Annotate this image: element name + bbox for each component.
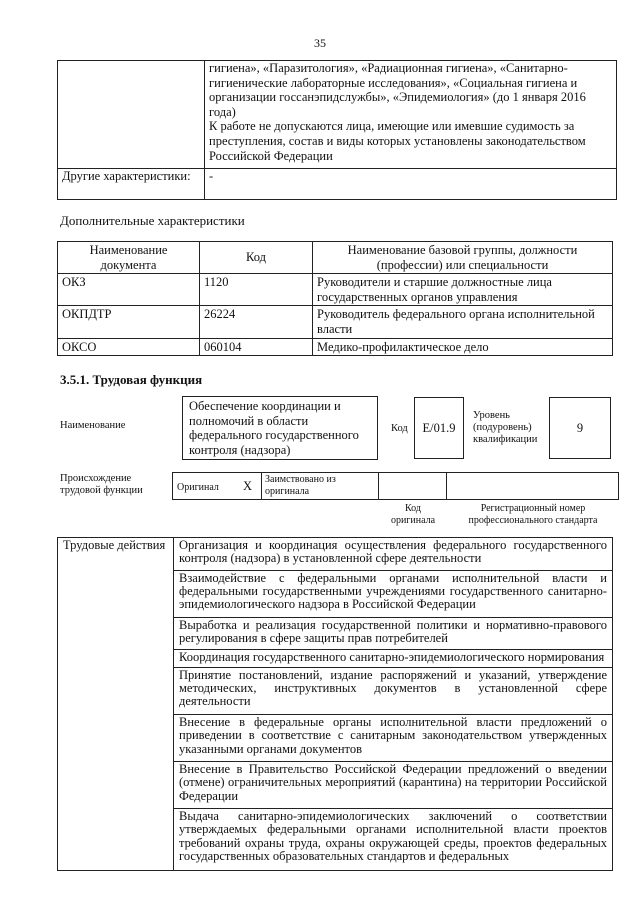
cell-divider [261,473,262,499]
labor-action-item: Принятие постановлений, издание распоряжений и указаний, утверждение методических, инструктивных документов в установленной сфере деятельности [174,668,613,715]
table-cell: 26224 [200,306,313,338]
additional-characteristics-title: Дополнительные характеристики [60,213,245,228]
cell-divider [446,473,447,499]
labor-action-item: Внесение в федеральные органы исполнительной власти предложений о приведении в соответствие с санитарным законодательством утвержденных указанными органами документов [174,715,613,762]
table-cell: ОКПДТР [58,306,200,338]
labor-action-item: Выдача санитарно-эпидемиологических заключений о соответствии утверждаемых федеральными органами исполнительной власти проектов требований охраны труда, охраны окружающей среды, проектов федеральных государственных образовательных стандартов и федеральных [174,809,613,871]
registration-number-label: Регистрационный номер профессионального стандарта [468,503,598,526]
name-label: Наименование [60,420,126,431]
table-cell: ОКСО [58,338,200,356]
labor-function-title: 3.5.1. Трудовая функция [60,372,203,387]
column-header: Наименование базовой группы, должности (профессии) или специальности [313,242,613,274]
labor-action-item: Внесение в Правительство Российской Федерации предложений о введении (отмене) ограничительных мероприятий (карантина) на территории Российской Федерации [174,762,613,809]
labor-action-item: Координация государственного санитарно-эпидемиологического нормирования [174,650,613,668]
labor-action-item: Выработка и реализация государственной политики и нормативно-правового регулирования в сфере защиты прав потребителей [174,617,613,650]
additional-characteristics-table [57,241,613,356]
original-mark: X [243,479,253,493]
table-cell: 060104 [200,338,313,356]
page-number: 35 [314,36,326,50]
table-row [58,61,617,169]
table-cell: Медико-профилактическое дело [313,338,613,356]
table-cell: Руководители и старшие должностные лица государственных органов управления [313,274,613,306]
table-header-row [58,242,613,274]
origin-label: Происхождение трудовой функции [60,473,143,496]
labor-action-item: Организация и координация осуществления федерального государственного контроля (надзора) в установленной сфере деятельности [174,538,613,571]
table-row [58,169,617,200]
table-row [58,306,613,338]
restrictions-text: К работе не допускаются лица, имеющие или имевшие судимость за преступления, состав и виды которых установлены законодательством Российской Федерации [209,119,586,163]
requirements-text: гигиена», «Паразитология», «Радиационная гигиена», «Санитарно-гигиенические лабораторные исследования», «Социальная гигиена и организации госсанэпидслужбы», «Эпидемиология» (до 1 января 2016 года) [209,61,586,119]
table-cell: Руководитель федерального органа исполнительной власти [313,306,613,338]
origin-box [172,472,619,500]
column-header: Код [200,242,313,274]
other-characteristics-value: - [205,169,617,200]
continuation-table [57,60,617,200]
qualification-level-box: 9 [549,397,611,459]
labor-actions-label: Трудовые действия [58,538,174,871]
cell-divider [378,473,379,499]
code-label: Код [391,423,408,434]
borrowed-label: Заимствовано из оригинала [265,474,336,497]
labor-action-item: Взаимодействие с федеральными органами исполнительной власти и федеральными государственными учреждениями государственного санитарно-эпидемиологического надзора в Российской Федерации [174,570,613,617]
table-cell: ОКЗ [58,274,200,306]
qualification-level-label: Уровень (подуровень) квалификации [473,410,538,445]
labor-actions-table [57,537,613,871]
table-row [58,338,613,356]
other-characteristics-label: Другие характеристики: [58,169,205,200]
table-row [58,274,613,306]
table-row [58,538,613,571]
function-name-box: Обеспечение координации и полномочий в области федерального государственного контроля (надзора) [182,396,378,460]
function-code-box: E/01.9 [414,397,464,459]
code-original-label: Код оригинала [390,503,436,526]
column-header: Наименование документа [58,242,200,274]
original-label: Оригинал [177,482,219,493]
table-cell: 1120 [200,274,313,306]
